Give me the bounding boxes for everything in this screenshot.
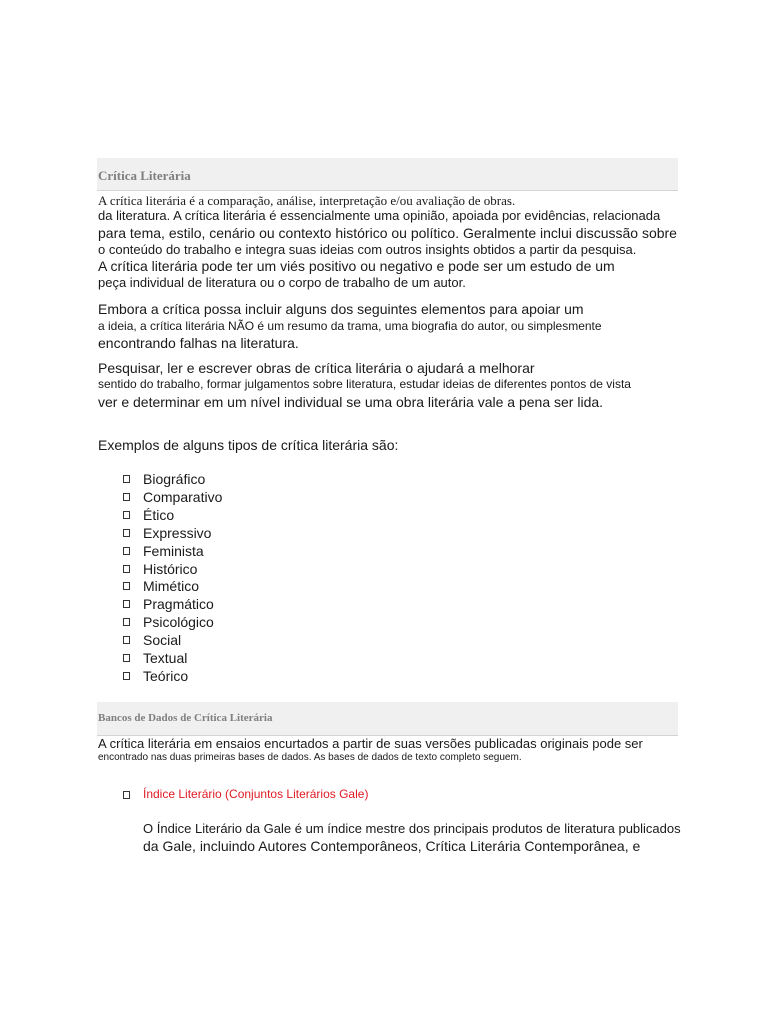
list-item: Teórico: [143, 668, 189, 684]
paragraph-line: ver e determinar em um nível individual se uma obra literária vale a pena ser lida.: [98, 394, 604, 410]
paragraph-line: para tema, estilo, cenário ou contexto histórico ou político. Geralmente inclui discussão sobre: [98, 225, 677, 241]
bullet-box-icon: [123, 547, 130, 555]
list-item: Feminista: [143, 543, 204, 559]
description-line: O Índice Literário da Gale é um índice mestre dos principais produtos de literatura publicados: [143, 821, 681, 836]
bullet-box-icon: [123, 618, 130, 626]
bullet-box-icon: [123, 791, 130, 799]
bullet-box-icon: [123, 493, 130, 501]
paragraph-line: encontrando falhas na literatura.: [98, 335, 299, 351]
list-item: Textual: [143, 650, 188, 666]
bullet-box-icon: [123, 654, 130, 662]
section-header-bancos-de-dados: [97, 702, 678, 736]
paragraph-line: A crítica literária em ensaios encurtados a partir de suas versões publicadas originais pode ser: [98, 736, 643, 751]
list-item: Biográfico: [143, 471, 206, 487]
paragraph-line: o conteúdo do trabalho e integra suas ideias com outros insights obtidos a partir da pesquisa.: [98, 242, 637, 257]
list-intro: Exemplos de alguns tipos de crítica literária são:: [98, 437, 399, 453]
list-item: Psicológico: [143, 614, 214, 630]
bullet-box-icon: [123, 672, 130, 680]
list-item: Ético: [143, 507, 175, 523]
list-item: Histórico: [143, 561, 198, 577]
list-item: Expressivo: [143, 525, 212, 541]
paragraph-line: Pesquisar, ler e escrever obras de crítica literária o ajudará a melhorar: [98, 360, 535, 376]
list-item: Pragmático: [143, 596, 214, 612]
bullet-box-icon: [123, 582, 130, 590]
paragraph-line: a ideia, a crítica literária NÃO é um resumo da trama, uma biografia do autor, ou simplesmente: [98, 319, 602, 333]
bullet-box-icon: [123, 565, 130, 573]
paragraph-line: sentido do trabalho, formar julgamentos sobre literatura, estudar ideias de diferentes pontos de vista: [98, 377, 631, 391]
bullet-box-icon: [123, 636, 130, 644]
paragraph-line: peça individual de literatura ou o corpo de trabalho de um autor.: [98, 275, 466, 290]
bullet-box-icon: [123, 475, 130, 483]
section-title: Bancos de Dados de Crítica Literária: [98, 712, 273, 724]
list-item: Social: [143, 632, 182, 648]
paragraph-line: encontrado nas duas primeiras bases de dados. As bases de dados de texto completo seguem.: [98, 752, 522, 763]
paragraph-line: Embora a crítica possa incluir alguns dos seguintes elementos para apoiar um: [98, 301, 584, 317]
paragraph-line: A crítica literária pode ter um viés positivo ou negativo e pode ser um estudo de um: [98, 258, 615, 274]
paragraph-line: A crítica literária é a comparação, análise, interpretação e/ou avaliação de obras.: [98, 193, 516, 208]
section-header-critica-literaria: [97, 158, 678, 191]
bullet-box-icon: [123, 600, 130, 608]
list-item: Comparativo: [143, 489, 223, 505]
list-item: Mimético: [143, 578, 200, 594]
bullet-box-icon: [123, 511, 130, 519]
section-title: Crítica Literária: [98, 168, 191, 183]
bullet-box-icon: [123, 529, 130, 537]
literary-index-link[interactable]: Índice Literário (Conjuntos Literários Gale): [143, 787, 369, 801]
description-line: da Gale, incluindo Autores Contemporâneos, Crítica Literária Contemporânea, e: [143, 838, 641, 854]
paragraph-line: da literatura. A crítica literária é essencialmente uma opinião, apoiada por evidências, relacionada: [98, 208, 661, 223]
